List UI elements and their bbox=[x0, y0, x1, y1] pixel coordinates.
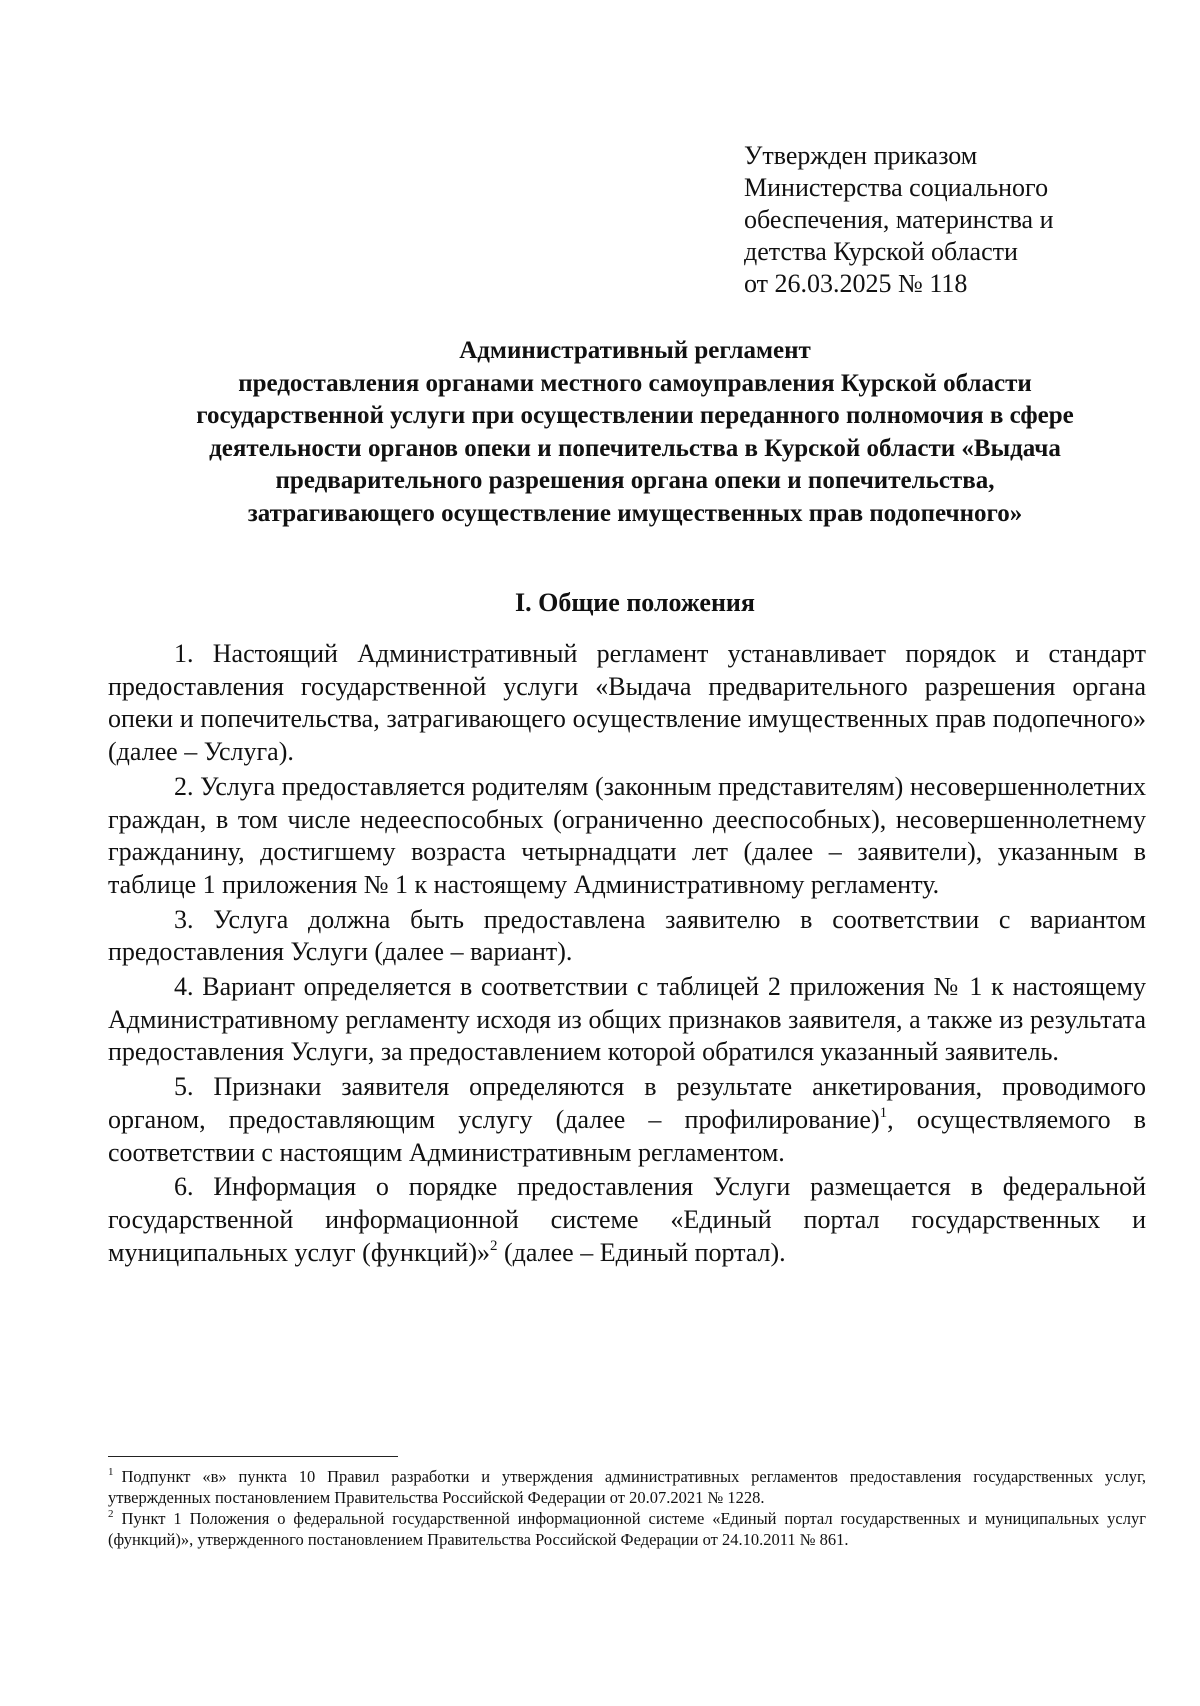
footnote-reference[interactable]: 1 bbox=[879, 1104, 888, 1121]
document-title bbox=[110, 335, 1160, 530]
title-line: затрагивающего осуществление имущественных прав подопечного» bbox=[247, 499, 1023, 527]
paragraph bbox=[108, 1171, 1146, 1269]
paragraph-text: , осуществляемого в соответствии с настоящим Административным регламентом. bbox=[108, 1104, 1146, 1167]
approval-line: Утвержден приказом bbox=[744, 141, 978, 170]
approval-line: обеспечения, материнства и bbox=[744, 205, 1054, 234]
approval-date-number: от 26.03.2025 № 118 bbox=[744, 269, 968, 298]
document-body bbox=[108, 638, 1146, 1271]
footnote-text: Пункт 1 Положения о федеральной государственной информационной системе «Единый портал государственных и муниципальных услуг (функций)», утвержденного постановлением Правительства Российской Федерации от 24.10.2011 № 861. bbox=[108, 1509, 1146, 1549]
title-line: предоставления органами местного самоуправления Курской области bbox=[238, 369, 1032, 397]
footnote-separator bbox=[108, 1456, 398, 1457]
title-line: деятельности органов опеки и попечительства в Курской области «Выдача bbox=[209, 434, 1061, 462]
approval-line: Министерства социального bbox=[744, 173, 1049, 202]
footnote-mark: 1 bbox=[108, 1466, 114, 1478]
paragraph-text: (далее – Единый портал). bbox=[497, 1237, 786, 1267]
paragraph-text: 6. Информация о порядке предоставления Услуги размещается в федеральной государственной информационной системе «Единый портал государственных и муниципальных услуг (функций)» bbox=[108, 1172, 1146, 1267]
title-line: Административный регламент bbox=[459, 337, 811, 364]
title-line: предварительного разрешения органа опеки и попечительства, bbox=[275, 467, 995, 494]
footnotes-block bbox=[108, 1466, 1146, 1550]
paragraph: 4. Вариант определяется в соответствии с таблицей 2 приложения № 1 к настоящему Административному регламенту исходя из общих признаков заявителя, а также из результата предоставления Услуги, за предоставлением которой обратился указанный заявитель. bbox=[108, 972, 1146, 1067]
paragraph: 2. Услуга предоставляется родителям (законным представителям) несовершеннолетних граждан, в том числе недееспособных (ограниченно дееспособных), несовершеннолетнему гражданину, достигшему возраста четырнадцати лет (далее – заявители), указанным в таблице 1 приложения № 1 к настоящему Административному регламенту. bbox=[108, 771, 1146, 899]
footnote-reference[interactable]: 2 bbox=[490, 1237, 498, 1254]
paragraph-text: 5. Признаки заявителя определяются в результате анкетирования, проводимого органом, предоставляющим услугу (далее – профилирование) bbox=[108, 1072, 1146, 1134]
paragraph: 1. Настоящий Административный регламент устанавливает порядок и стандарт предоставления государственной услуги «Выдача предварительного разрешения органа опеки и попечительства, затрагивающего осуществление имущественных прав подопечного» (далее – Услуга). bbox=[108, 639, 1146, 767]
footnote-mark: 2 bbox=[108, 1508, 114, 1520]
footnote-text: Подпункт «в» пункта 10 Правил разработки и утверждения административных регламентов предоставления государственных услуг, утвержденных постановлением Правительства Российской Федерации от 20.07.2021 № 1228. bbox=[108, 1467, 1146, 1507]
paragraph bbox=[108, 1071, 1146, 1169]
approval-line: детства Курской области bbox=[744, 237, 1018, 266]
footnote bbox=[108, 1508, 1146, 1550]
paragraph: 3. Услуга должна быть предоставлена заявителю в соответствии с вариантом предоставления Услуги (далее – вариант). bbox=[108, 904, 1146, 967]
title-line: государственной услуги при осуществлении переданного полномочия в сфере bbox=[196, 402, 1074, 429]
approval-stamp-block bbox=[744, 140, 1124, 300]
footnote bbox=[108, 1466, 1146, 1508]
section-heading: I. Общие положения bbox=[515, 588, 755, 617]
